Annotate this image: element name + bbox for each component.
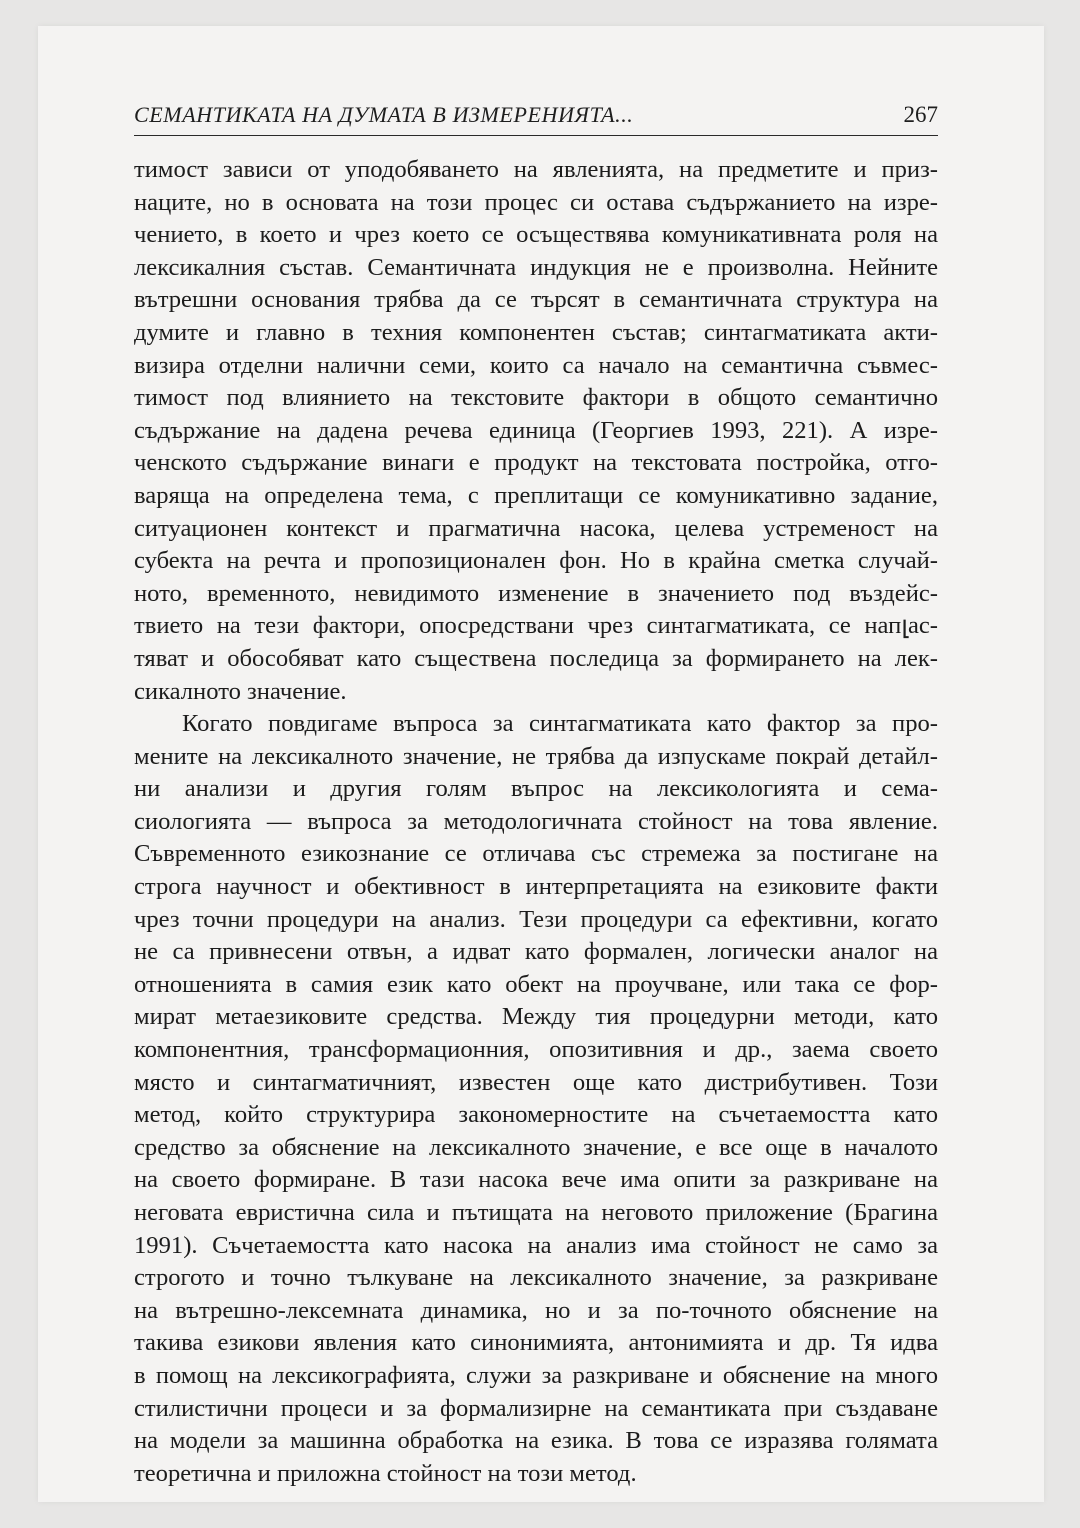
text-line: лексикалния състав. Семантичната индукция не е произволна. Нейните (134, 253, 938, 281)
text-line: мените на лексикалното значение, не трябва да изпускаме покрай детайл- (134, 742, 938, 770)
text-line: сикалното значение. (134, 677, 347, 705)
text-line: Когато повдигаме въпроса за синтагматиката като фактор за про- (182, 710, 938, 738)
page-number: 267 (903, 102, 938, 127)
text-line: твието на тези фактори, опосредствани чрез синтагматиката, се напլас- (134, 612, 938, 640)
text-line: мират метаезиковите средства. Между тия процедурни методи, като (134, 1003, 938, 1031)
text-line: не са привнесени отвън, а идват като формален, логически аналог на (134, 938, 938, 966)
text-line: ни анализи и другия голям въпрос на лексикологията и сема- (134, 775, 938, 803)
text-line: тимост под влиянието на текстовите фактори в общото семантично (134, 384, 938, 412)
text-line: теоретична и приложна стойност на този метод. (134, 1459, 637, 1487)
text-line: думите и главно в техния компонентен състав; синтагматиката акти- (134, 318, 938, 346)
text-line: ситуационен контекст и прагматична насока, целева устременост на (134, 514, 938, 542)
text-line: варяща на определена тема, с преплитащи се комуникативно задание, (134, 481, 938, 509)
text-line: визира отделни налични семи, които са начало на семантична съвмес- (134, 351, 938, 379)
text-line: Съвременното езикознание се отличава със стремежа за постигане на (134, 840, 938, 868)
text-line: чрез точни процедури на анализ. Тези процедури са ефективни, когато (134, 905, 938, 933)
text-line: вътрешни основания трябва да се търсят в семантичната структура на (134, 286, 938, 314)
text-line: строга научност и обективност в интерпретацията на езиковите факти (134, 873, 938, 901)
text-line: тимост зависи от уподобяването на явленията, на предметите и приз- (134, 156, 938, 183)
text-line: съдържание на дадена речева единица (Георгиев 1993, 221). А изре- (134, 416, 938, 444)
text-line: ното, временното, невидимото изменение в значението под въздейс- (134, 579, 938, 607)
text-line: строгото и точно тълкуване на лексикалното значение, за разкриване (134, 1264, 938, 1292)
text-line: 1991). Съчетаемостта като насока на анализ има стойност не само за (134, 1231, 938, 1259)
text-line: средство за обяснение на лексикалното значение, е все още в началото (134, 1133, 938, 1161)
running-title: СЕМАНТИКАТА НА ДУМАТА В ИЗМЕРЕНИЯТА... (134, 102, 634, 127)
text-line: в помощ на лексикографията, служи за разкриване и обяснение на много (134, 1361, 938, 1389)
text-line: такива езикови явления като синонимията, антонимията и др. Тя идва (134, 1329, 938, 1357)
text-line: стилистични процеси и за формализирне на семантиката при създаване (134, 1394, 938, 1422)
text-line: сиологията — въпроса за методологичната стойност на това явление. (134, 807, 938, 835)
text-line: ченското съдържание винаги е продукт на текстовата постройка, отго- (134, 449, 938, 477)
body-text (134, 154, 938, 1490)
text-line: компонентния, трансформационния, опозитивния и др., заема своето (134, 1036, 938, 1064)
text-line: тяват и обособяват като съществена последица за формирането на лек- (134, 644, 938, 672)
text-line: метод, който структурира закономерностите на съчетаемостта като (134, 1101, 938, 1129)
text-line: на вътрешно-лексемната динамика, но и за по-точното обяснение на (134, 1296, 938, 1324)
text-line: чението, в което и чрез което се осъществява комуникативната роля на (134, 221, 938, 249)
text-line: на модели за машинна обработка на езика. В това се изразява голямата (134, 1427, 938, 1455)
running-head (134, 100, 938, 134)
text-line: на своето формиране. В тази насока вече има опити за разкриване на (134, 1166, 938, 1194)
paragraph (134, 154, 938, 708)
text-line: място и синтагматичният, известен още като дистрибутивен. Този (134, 1068, 938, 1096)
header-rule (134, 135, 938, 136)
text-line: наците, но в основата на този процес си остава съдържанието на изре- (134, 188, 938, 216)
text-line: отношенията в самия език като обект на проучване, или така се фор- (134, 970, 938, 998)
paragraph (134, 708, 938, 1490)
text-line: субекта на речта и пропозиционален фон. Но в крайна сметка случай- (134, 547, 938, 575)
text-line: неговата евристична сила и пътищата на неговото приложение (Брагина (134, 1199, 938, 1226)
